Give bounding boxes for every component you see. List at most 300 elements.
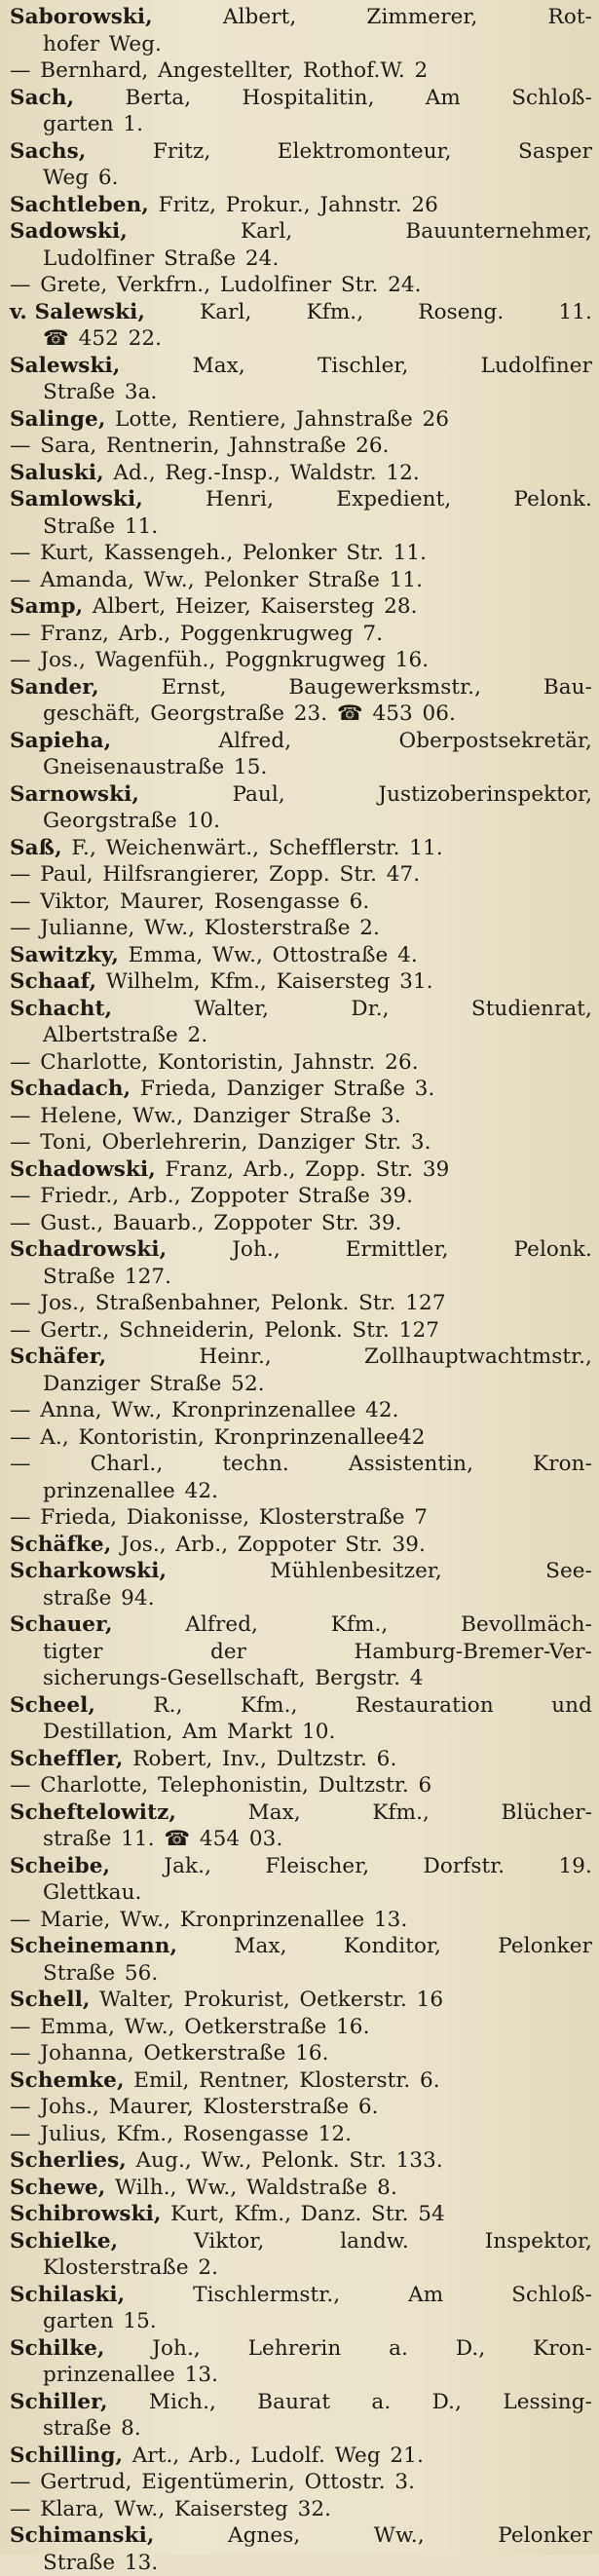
entry-word: Helene, bbox=[40, 1103, 123, 1130]
entry-word: 2. bbox=[188, 1022, 208, 1049]
entry-word: Poggenkrugweg bbox=[180, 621, 354, 648]
entry-word: Jak., bbox=[164, 1853, 211, 1880]
directory-entry bbox=[10, 674, 592, 728]
entry-word: — bbox=[10, 1103, 31, 1130]
entry-word: — bbox=[10, 272, 31, 299]
entry-word: und bbox=[551, 1692, 592, 1720]
entry-continuation-line bbox=[10, 1719, 592, 1746]
entry-word: Straße bbox=[308, 567, 380, 594]
entry-word: 11. bbox=[121, 1826, 155, 1853]
entry-first-line bbox=[10, 138, 592, 166]
directory-entry bbox=[10, 647, 592, 674]
entry-word: Kurt, bbox=[170, 2201, 225, 2228]
entry-word: Zoppoter bbox=[238, 1532, 336, 1559]
entry-word: Anna, bbox=[40, 1397, 101, 1424]
entry-continuation-line bbox=[10, 2362, 592, 2389]
entry-word: 12. bbox=[386, 460, 420, 487]
entry-surname: Schaaf, bbox=[10, 968, 96, 996]
entry-word: ☎ bbox=[164, 1826, 190, 1853]
entry-word: Johanna, bbox=[40, 2040, 133, 2067]
entry-word: Paul, bbox=[232, 781, 284, 809]
entry-word: — bbox=[10, 1772, 31, 1799]
entry-first-line bbox=[10, 1772, 592, 1799]
entry-word: — bbox=[10, 621, 31, 648]
entry-word: Kronprinzenallee bbox=[180, 1907, 364, 1934]
entry-word: 6. bbox=[98, 165, 119, 192]
entry-first-line bbox=[10, 1076, 592, 1103]
entry-surname: Sander, bbox=[10, 674, 99, 701]
entry-word: F., bbox=[71, 835, 96, 862]
entry-word: 13. bbox=[374, 1907, 408, 1934]
entry-surname: Schadach, bbox=[10, 1076, 131, 1103]
entry-word: 15. bbox=[123, 2308, 157, 2335]
entry-word: 11. bbox=[409, 835, 443, 862]
entry-first-line bbox=[10, 1611, 592, 1639]
entry-first-line bbox=[10, 2282, 592, 2309]
entry-word: Georgstraße bbox=[43, 808, 177, 835]
entry-word: Kfm., bbox=[235, 2201, 292, 2228]
entry-word: Angestellter, bbox=[158, 57, 293, 85]
entry-word: Oberlehrerin, bbox=[102, 1129, 248, 1156]
entry-word: Toni, bbox=[40, 1129, 93, 1156]
entry-word: Sara, bbox=[40, 433, 96, 460]
entry-word: Glettkau. bbox=[43, 1879, 141, 1907]
entry-word: Zopp. bbox=[305, 1156, 366, 1184]
entry-surname: Schielke, bbox=[10, 2228, 118, 2255]
entry-word: Prokur., bbox=[226, 192, 311, 219]
entry-continuation-line bbox=[10, 1665, 592, 1692]
entry-word: Art., bbox=[132, 2443, 180, 2470]
entry-surname: Schell, bbox=[10, 1987, 90, 2014]
entry-word: garten bbox=[43, 111, 114, 138]
entry-surname: Schilaski, bbox=[10, 2282, 125, 2309]
entry-word: Fleischer, bbox=[265, 1853, 369, 1880]
entry-surname: v. Salewski, bbox=[10, 299, 145, 326]
entry-word: 11. bbox=[393, 540, 428, 567]
entry-first-line bbox=[10, 1504, 592, 1532]
entry-word: Max, bbox=[193, 353, 245, 380]
entry-first-line bbox=[10, 2469, 592, 2496]
entry-word: Alfred, bbox=[219, 728, 292, 755]
entry-word: Jahnstraße bbox=[229, 433, 346, 460]
entry-first-line bbox=[10, 1129, 592, 1156]
entry-surname: Sarnowski, bbox=[10, 781, 139, 809]
entry-first-line bbox=[10, 1451, 592, 1478]
entry-word: tigter bbox=[43, 1639, 103, 1666]
entry-first-line bbox=[10, 2067, 592, 2095]
directory-entry bbox=[10, 861, 592, 889]
entry-word: — bbox=[10, 647, 31, 674]
entry-word: Joh., bbox=[152, 2335, 201, 2363]
entry-word: Viktor, bbox=[194, 2228, 264, 2255]
directory-entry bbox=[10, 353, 592, 406]
entry-word: Kurt, bbox=[40, 540, 94, 567]
entry-word: Ottostr. bbox=[305, 2469, 386, 2496]
entry-word: Jos., bbox=[40, 1290, 86, 1317]
entry-word: Danziger bbox=[227, 1076, 324, 1103]
entry-word: Ww., bbox=[186, 2175, 237, 2202]
directory-entry bbox=[10, 942, 592, 969]
entry-surname: Schauer, bbox=[10, 1611, 113, 1639]
entry-word: Destillation, bbox=[43, 1719, 173, 1746]
directory-entries bbox=[10, 4, 592, 2576]
entry-surname: Schadowski, bbox=[10, 1156, 156, 1184]
entry-word: Markt bbox=[227, 1719, 292, 1746]
entry-word: Sasper bbox=[518, 138, 592, 166]
entry-word: Bernhard, bbox=[40, 57, 148, 85]
entry-word: 94. bbox=[121, 1585, 155, 1612]
directory-entry bbox=[10, 1558, 592, 1611]
entry-word: Ww., bbox=[144, 567, 195, 594]
entry-word: — bbox=[10, 57, 31, 85]
entry-word: Danziger bbox=[257, 1129, 355, 1156]
entry-word: Karl, bbox=[200, 299, 251, 326]
entry-first-line bbox=[10, 2443, 592, 2470]
entry-word: Emma, bbox=[129, 942, 204, 969]
entry-word: Ernst, bbox=[162, 674, 227, 701]
entry-word: Heizer, bbox=[175, 593, 251, 621]
entry-continuation-line bbox=[10, 808, 592, 835]
directory-entry bbox=[10, 1692, 592, 1746]
entry-word: Pelonker bbox=[498, 2522, 592, 2550]
entry-word: — bbox=[10, 540, 31, 567]
directory-entry bbox=[10, 4, 592, 57]
entry-word: Restauration bbox=[356, 1692, 494, 1720]
entry-word: Jahnstr. bbox=[293, 1049, 375, 1077]
entry-word: Klosterstraße bbox=[259, 1504, 405, 1532]
entry-word: 2 bbox=[415, 57, 429, 85]
entry-continuation-line bbox=[10, 754, 592, 781]
entry-word: 11. bbox=[558, 299, 592, 326]
directory-entry bbox=[10, 2496, 592, 2523]
entry-word: sicherungs-Gesellschaft, bbox=[43, 1665, 306, 1692]
entry-word: Dr., bbox=[351, 996, 389, 1023]
entry-word: Julius, bbox=[40, 2121, 107, 2148]
entry-surname: Scheftelowitz, bbox=[10, 1799, 176, 1827]
entry-word: Marie, bbox=[40, 1907, 110, 1934]
entry-surname: Schilke, bbox=[10, 2335, 104, 2363]
entry-first-line bbox=[10, 2389, 592, 2416]
entry-word: Bergstr. bbox=[315, 1665, 400, 1692]
directory-entry bbox=[10, 2067, 592, 2095]
entry-word: Berta, bbox=[125, 85, 191, 112]
entry-word: — bbox=[10, 2014, 31, 2041]
directory-entry bbox=[10, 57, 592, 85]
entry-word: Pelonker bbox=[498, 1933, 592, 1960]
entry-word: Pelonk. bbox=[261, 2147, 339, 2175]
directory-entry bbox=[10, 1290, 592, 1317]
entry-continuation-line bbox=[10, 1585, 592, 1612]
entry-word: Arb., bbox=[175, 1532, 228, 1559]
entry-word: Charl., bbox=[91, 1451, 164, 1478]
directory-entry bbox=[10, 593, 592, 621]
entry-word: 32. bbox=[298, 2496, 332, 2523]
entry-word: Arb., bbox=[119, 621, 171, 648]
entry-first-line bbox=[10, 1746, 592, 1773]
entry-word: Maurer, bbox=[120, 889, 205, 916]
entry-continuation-line bbox=[10, 31, 592, 58]
entry-surname: Schäfer, bbox=[10, 1344, 106, 1371]
entry-word: 6. bbox=[358, 2094, 379, 2121]
entry-word: Inv., bbox=[222, 1746, 267, 1773]
entry-first-line bbox=[10, 1907, 592, 1934]
entry-first-line bbox=[10, 1317, 592, 1345]
entry-word: Diakonisse, bbox=[127, 1504, 249, 1532]
entry-word: — bbox=[10, 2094, 31, 2121]
entry-word: 42. bbox=[185, 1478, 219, 1505]
entry-word: — bbox=[10, 889, 31, 916]
entry-word: — bbox=[10, 567, 31, 594]
entry-word: Straße bbox=[43, 2550, 115, 2576]
directory-entry bbox=[10, 1103, 592, 1130]
entry-word: Elektromonteur, bbox=[278, 138, 452, 166]
entry-word: Max, bbox=[234, 1933, 286, 1960]
entry-word: Hospitalitin, bbox=[242, 85, 374, 112]
entry-word: R., bbox=[153, 1692, 182, 1720]
entry-first-line bbox=[10, 2335, 592, 2363]
directory-entry bbox=[10, 2228, 592, 2282]
entry-word: 39 bbox=[423, 1156, 450, 1184]
entry-word: Baurat bbox=[257, 2389, 330, 2416]
entry-first-line bbox=[10, 861, 592, 889]
entry-surname: Schibrowski, bbox=[10, 2201, 161, 2228]
entry-surname: Sawitzky, bbox=[10, 942, 119, 969]
entry-first-line bbox=[10, 4, 592, 31]
entry-word: Viktor, bbox=[40, 889, 110, 916]
entry-word: Kfm., bbox=[241, 1692, 298, 1720]
entry-first-line bbox=[10, 942, 592, 969]
entry-word: Str. bbox=[376, 1156, 414, 1184]
entry-word: 16. bbox=[395, 647, 430, 674]
entry-first-line bbox=[10, 1933, 592, 1960]
entry-word: 21. bbox=[390, 2443, 424, 2470]
entry-word: Amanda, bbox=[40, 567, 134, 594]
entry-word: Rothof.W. bbox=[303, 57, 405, 85]
entry-word: — bbox=[10, 1317, 31, 1345]
entry-word: Mühlenbesitzer, bbox=[270, 1558, 442, 1585]
entry-word: Zopp. bbox=[269, 861, 330, 889]
entry-word: Str. bbox=[371, 2201, 409, 2228]
entry-word: Straße bbox=[333, 1076, 405, 1103]
entry-word: Pelonk. bbox=[514, 486, 592, 513]
entry-word: 39. bbox=[380, 1183, 414, 1210]
entry-first-line bbox=[10, 1344, 592, 1371]
directory-entry bbox=[10, 915, 592, 942]
entry-word: Schneiderin, bbox=[119, 1317, 255, 1345]
entry-continuation-line bbox=[10, 1478, 592, 1505]
entry-first-line bbox=[10, 2040, 592, 2067]
directory-entry bbox=[10, 2389, 592, 2443]
entry-first-line bbox=[10, 1183, 592, 1210]
entry-word: Ww., bbox=[212, 942, 263, 969]
directory-entry bbox=[10, 2121, 592, 2148]
entry-word: Inspektor, bbox=[485, 2228, 592, 2255]
entry-word: Danz. bbox=[301, 2201, 362, 2228]
entry-surname: Scharkowski, bbox=[10, 1558, 167, 1585]
directory-entry bbox=[10, 1183, 592, 1210]
entry-surname: Sach, bbox=[10, 85, 74, 112]
entry-word: 56. bbox=[125, 1960, 159, 1988]
entry-word: 4. bbox=[397, 942, 418, 969]
directory-entry bbox=[10, 1746, 592, 1773]
entry-word: Oetkerstr. bbox=[299, 1987, 406, 2014]
entry-surname: Saborowski, bbox=[10, 4, 153, 31]
entry-word: Walter, bbox=[99, 1987, 174, 2014]
entry-word: Johs., bbox=[40, 2094, 99, 2121]
entry-word: Arb., bbox=[189, 2443, 242, 2470]
entry-word: Kfm., bbox=[331, 1611, 389, 1639]
entry-word: Am bbox=[182, 1719, 217, 1746]
entry-word: Kaisersteg bbox=[174, 2496, 288, 2523]
entry-word: Bauunternehmer, bbox=[405, 218, 592, 246]
entry-word: Heinr., bbox=[199, 1344, 271, 1371]
entry-surname: Schimanski, bbox=[10, 2522, 154, 2550]
entry-word: Rosengasse bbox=[214, 889, 340, 916]
entry-word: Ludolfiner bbox=[43, 246, 154, 273]
entry-first-line bbox=[10, 2496, 592, 2523]
directory-entry bbox=[10, 1424, 592, 1452]
entry-first-line bbox=[10, 621, 592, 648]
entry-first-line bbox=[10, 1558, 592, 1585]
entry-word: Telephonistin, bbox=[158, 1772, 309, 1799]
entry-continuation-line bbox=[10, 2254, 592, 2282]
entry-word: 11. bbox=[390, 567, 424, 594]
directory-entry bbox=[10, 299, 592, 353]
entry-continuation-line bbox=[10, 513, 592, 541]
entry-word: Weg bbox=[335, 2443, 381, 2470]
entry-first-line bbox=[10, 2014, 592, 2041]
entry-word: — bbox=[10, 2496, 31, 2523]
entry-word: 3. bbox=[381, 1103, 401, 1130]
entry-word: 13. bbox=[125, 2550, 159, 2576]
entry-word: 42. bbox=[365, 1397, 399, 1424]
entry-first-line bbox=[10, 835, 592, 862]
entry-first-line bbox=[10, 406, 592, 434]
entry-word: Hilfsrangierer, bbox=[102, 861, 259, 889]
entry-first-line bbox=[10, 781, 592, 809]
directory-entry bbox=[10, 1344, 592, 1397]
directory-entry bbox=[10, 1236, 592, 1290]
entry-word: Pelonker bbox=[204, 567, 298, 594]
entry-word: 16. bbox=[295, 2040, 329, 2067]
entry-word: Jahnstr. bbox=[319, 192, 401, 219]
entry-word: Rentiere, bbox=[187, 406, 286, 434]
entry-first-line bbox=[10, 299, 592, 326]
entry-word: 7. bbox=[362, 621, 383, 648]
entry-word: Straßenbahner, bbox=[95, 1290, 262, 1317]
entry-word: Arb., bbox=[129, 1183, 181, 1210]
entry-word: 26 bbox=[423, 406, 450, 434]
entry-word: Lotte, bbox=[115, 406, 178, 434]
entry-word: 452 bbox=[79, 325, 119, 353]
entry-word: Bevollmäch- bbox=[461, 1611, 592, 1639]
entry-word: — bbox=[10, 2040, 31, 2067]
directory-entry bbox=[10, 2443, 592, 2470]
entry-word: Rot- bbox=[548, 4, 592, 31]
entry-word: Friedr., bbox=[40, 1183, 119, 1210]
entry-first-line bbox=[10, 460, 592, 487]
directory-entry bbox=[10, 2201, 592, 2228]
entry-first-line bbox=[10, 85, 592, 112]
entry-word: Str. bbox=[364, 1129, 402, 1156]
entry-first-line bbox=[10, 593, 592, 621]
entry-word: Ww., bbox=[125, 2014, 175, 2041]
entry-word: Poggnkrugweg bbox=[225, 647, 386, 674]
entry-surname: Schemke, bbox=[10, 2067, 125, 2095]
entry-word: A., bbox=[40, 1424, 69, 1452]
entry-word: 16. bbox=[336, 2014, 370, 2041]
entry-word: Straße bbox=[299, 1103, 371, 1130]
entry-surname: Saß, bbox=[10, 835, 62, 862]
entry-word: garten bbox=[43, 2308, 114, 2335]
entry-word: Charlotte, bbox=[40, 1772, 148, 1799]
entry-word: Straße bbox=[43, 379, 115, 406]
entry-word: 06. bbox=[423, 701, 457, 728]
directory-entry bbox=[10, 1853, 592, 1907]
entry-word: 28. bbox=[384, 593, 418, 621]
directory-entry bbox=[10, 2175, 592, 2202]
entry-word: 23. bbox=[294, 701, 328, 728]
directory-entry bbox=[10, 1611, 592, 1692]
directory-entry bbox=[10, 433, 592, 460]
entry-word: Joh., bbox=[232, 1236, 281, 1264]
entry-continuation-line bbox=[10, 2308, 592, 2335]
entry-word: Am bbox=[408, 2282, 443, 2309]
entry-surname: Schilling, bbox=[10, 2443, 123, 2470]
entry-word: Gust., bbox=[40, 1210, 103, 1237]
entry-word: straße bbox=[43, 1826, 111, 1853]
entry-word: Klosterstr. bbox=[299, 2067, 410, 2095]
entry-word: D., bbox=[432, 2389, 462, 2416]
entry-word: Kfm., bbox=[307, 299, 364, 326]
entry-first-line bbox=[10, 567, 592, 594]
entry-surname: Salinge, bbox=[10, 406, 105, 434]
entry-word: Ad., bbox=[113, 460, 155, 487]
entry-word: Oberpostsekretär, bbox=[399, 728, 592, 755]
entry-first-line bbox=[10, 540, 592, 567]
entry-word: Weg. bbox=[109, 31, 162, 58]
entry-word: Lehrerin bbox=[248, 2335, 342, 2363]
entry-continuation-line bbox=[10, 701, 592, 728]
entry-word: Bau- bbox=[543, 674, 592, 701]
entry-word: Hamburg-Bremer-Ver- bbox=[355, 1639, 592, 1666]
entry-word: Str. bbox=[346, 540, 384, 567]
entry-surname: Scheibe, bbox=[10, 1853, 110, 1880]
entry-word: 12. bbox=[318, 2121, 353, 2148]
entry-word: Str. bbox=[340, 861, 378, 889]
directory-entry bbox=[10, 1532, 592, 1559]
entry-first-line bbox=[10, 674, 592, 701]
entry-word: 16 bbox=[417, 1987, 444, 2014]
entry-word: Gneisenaustraße bbox=[43, 754, 224, 781]
entry-word: Ermittler, bbox=[346, 1236, 449, 1264]
entry-word: 1. bbox=[123, 111, 143, 138]
entry-word: Straße bbox=[43, 1960, 115, 1988]
entry-word: Pelonk. bbox=[271, 1290, 349, 1317]
entry-word: 4 bbox=[410, 1665, 424, 1692]
entry-word: Ww., bbox=[202, 2147, 252, 2175]
entry-word: straße bbox=[43, 1585, 111, 1612]
directory-entry bbox=[10, 85, 592, 138]
entry-word: See- bbox=[545, 1558, 592, 1585]
entry-first-line bbox=[10, 218, 592, 246]
entry-word: Justizoberinspektor, bbox=[378, 781, 592, 809]
entry-word: 52. bbox=[231, 1371, 265, 1398]
entry-continuation-line bbox=[10, 111, 592, 138]
entry-word: — bbox=[10, 1129, 31, 1156]
entry-word: Eigentümerin, bbox=[141, 2469, 295, 2496]
entry-word: Prokurist, bbox=[184, 1987, 290, 2014]
